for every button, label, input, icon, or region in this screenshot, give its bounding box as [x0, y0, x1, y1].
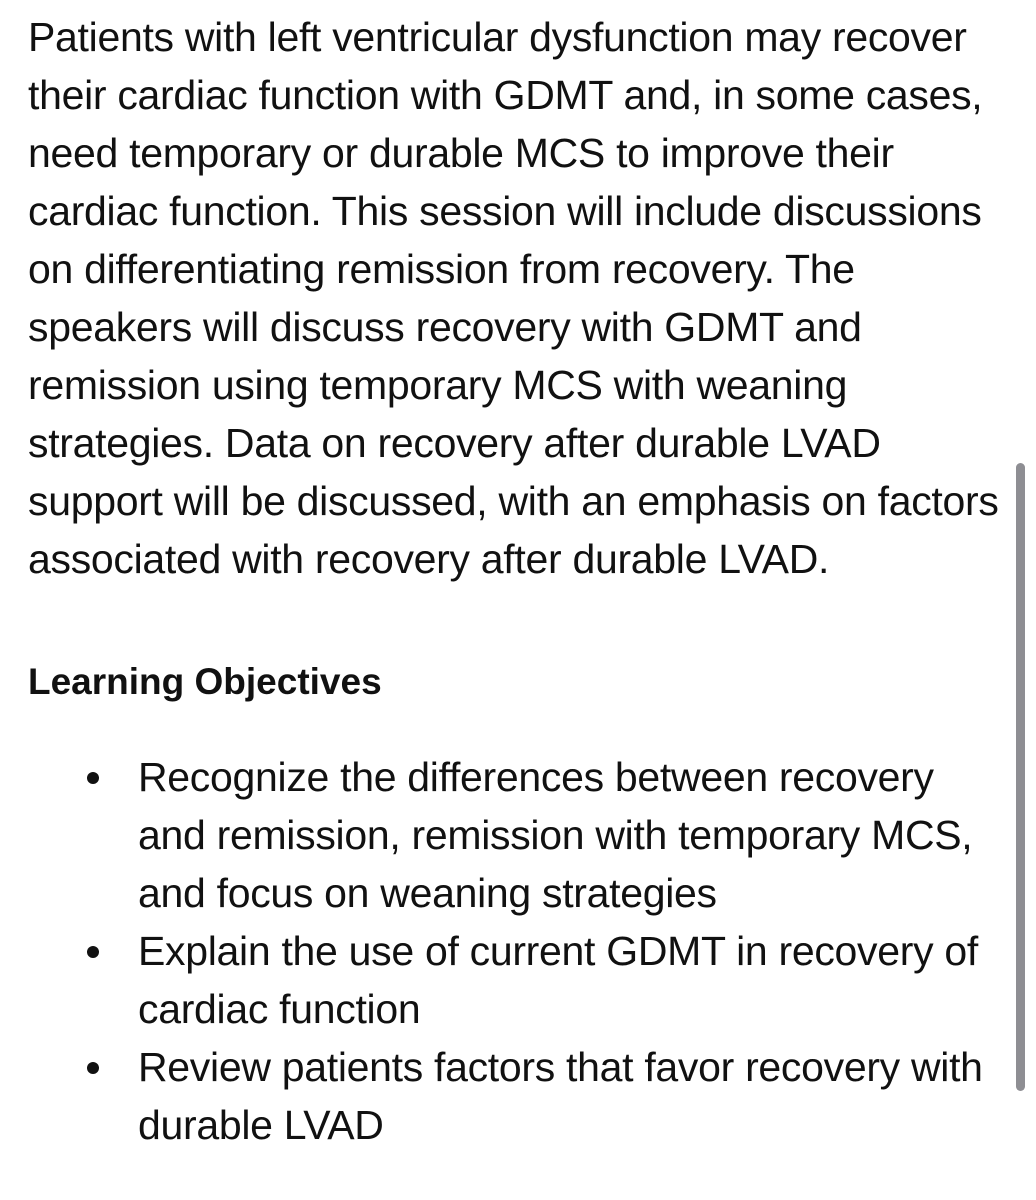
bullet-icon: [87, 772, 99, 784]
list-item: [138, 922, 1003, 1038]
list-item: [138, 1038, 1003, 1154]
objective-text: Review patients factors that favor recovery with durable LVAD: [138, 1044, 983, 1148]
learning-objectives-list: [28, 748, 1003, 1154]
objective-text: Recognize the differences between recovery and remission, remission with temporary MCS, and focus on weaning strategies: [138, 754, 973, 916]
scrollbar-thumb[interactable]: [1016, 463, 1025, 1091]
bullet-icon: [87, 946, 99, 958]
session-content: [28, 8, 1003, 1154]
session-description: Patients with left ventricular dysfunction may recover their cardiac function with GDMT and, in some cases, need temporary or durable MCS to improve their cardiac function. This session will include discussions on differentiating remission from recovery. The speakers will discuss recovery with GDMT and remission using temporary MCS with weaning strategies. Data on recovery after durable LVAD support will be discussed, with an emphasis on factors associated with recovery after durable LVAD.: [28, 14, 999, 582]
bullet-icon: [87, 1062, 99, 1074]
list-item: [138, 748, 1003, 922]
learning-objectives-heading: Learning Objectives: [28, 661, 382, 702]
objective-text: Explain the use of current GDMT in recovery of cardiac function: [138, 928, 978, 1032]
